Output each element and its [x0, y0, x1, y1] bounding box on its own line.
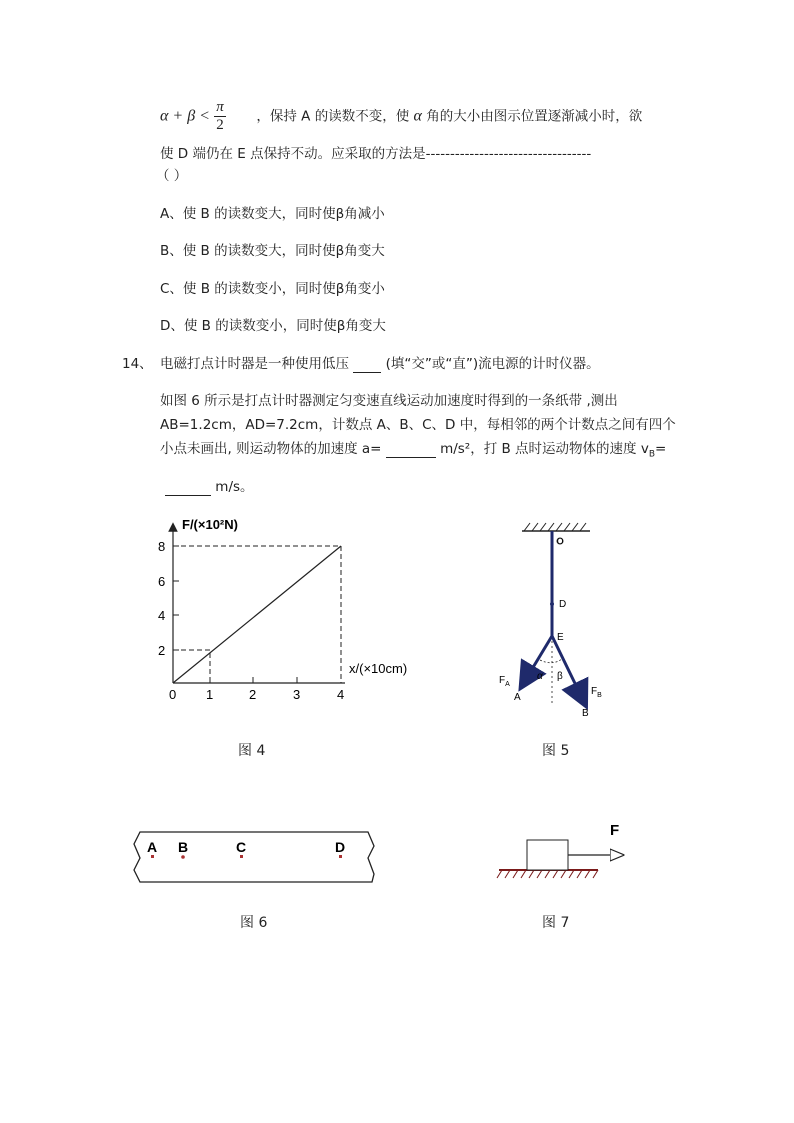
x-tick-1: 1	[206, 687, 214, 702]
math-alpha-beta: α + β <	[160, 107, 210, 125]
figure-7-diagram	[496, 818, 636, 886]
x-tick-0: 0	[169, 687, 177, 702]
q13-text-1: ，保持 A 的读数不变，使	[256, 108, 410, 125]
alpha-symbol: α	[413, 107, 422, 125]
svg-text:D: D	[559, 599, 567, 610]
q14-line5: m/s。	[165, 475, 254, 496]
figure-7-caption: 图 7	[542, 915, 570, 931]
f-x-line	[173, 546, 341, 683]
svg-text:A: A	[514, 692, 521, 703]
option-a[interactable]: A、使 B 的读数变大，同时使β角减小	[160, 206, 385, 222]
x-tick-3: 3	[293, 687, 301, 702]
x-tick-4: 4	[337, 687, 345, 702]
q14-number: 14、	[122, 356, 153, 372]
svg-text:O: O	[557, 537, 564, 546]
figure-4-graph	[140, 505, 440, 705]
blank-ac-dc[interactable]	[353, 356, 381, 373]
svg-text:E: E	[557, 632, 564, 643]
figure-5-diagram	[490, 518, 630, 723]
option-d[interactable]: D、使 B 的读数变小，同时使β角变大	[160, 318, 386, 334]
option-c[interactable]: C、使 B 的读数变小，同时使β角变小	[160, 281, 385, 297]
y-tick-2: 2	[158, 643, 166, 658]
svg-text:α: α	[537, 671, 543, 682]
q14-line1: 电磁打点计时器是一种使用低压 (填“交”或“直”)流电源的计时仪器。	[160, 356, 600, 372]
svg-text:FA: $F_A$	[499, 675, 510, 688]
force-label: F	[610, 822, 620, 839]
y-tick-6: 6	[158, 574, 166, 589]
x-tick-2: 2	[249, 687, 257, 702]
force-b-arrow	[552, 636, 584, 702]
svg-text:B: B	[582, 708, 589, 719]
figure-5-caption: 图 5	[542, 743, 570, 759]
figure-4-caption: 图 4	[238, 743, 266, 759]
blank-acceleration[interactable]	[386, 441, 436, 458]
q14-line2: 如图 6 所示是打点计时器测定匀变速直线运动加速度时得到的一条纸带 ,测出	[160, 393, 618, 409]
blank-velocity-b[interactable]	[165, 479, 211, 496]
block	[527, 840, 568, 870]
y-tick-4: 4	[158, 608, 166, 623]
svg-text:FB: $F_B$	[591, 686, 602, 699]
figure-6-caption: 图 6	[240, 915, 268, 931]
tape-point-b: B	[178, 839, 189, 855]
q13-answer-paren: （ ）	[156, 168, 188, 184]
tape-point-c: C	[236, 839, 247, 855]
q13-dashes: ----------------------------------	[425, 146, 592, 162]
figure-6-tape	[128, 826, 380, 888]
q13-text-1b: 角的大小由图示位置逐渐减小时，欲	[426, 108, 643, 125]
y-tick-8: 8	[158, 539, 166, 554]
q13-line2: 使 D 端仍在 E 点保持不动。应采取的方法是----------------------------------	[160, 146, 592, 162]
q14-line3: AB=1.2cm，AD=7.2cm，计数点 A、B、C、D 中，每相邻的两个计数点之间有四个	[160, 417, 676, 433]
svg-text:β: β	[557, 671, 563, 682]
tape-point-a: A	[147, 839, 158, 855]
y-axis-label: F/(×10²N)	[182, 517, 238, 532]
q13-line1	[160, 100, 642, 133]
pi-over-2-fraction: $\frac{\pi}{2}$	[216, 99, 224, 133]
option-b[interactable]: B、使 B 的读数变大，同时使β角变大	[160, 243, 385, 259]
q14-line4: 小点未画出, 则运动物体的加速度 a= m/s²，打 B 点时运动物体的速度 $v_B=$	[160, 441, 667, 460]
tape-point-d: D	[335, 839, 346, 855]
x-axis-label: x/(×10cm)	[349, 661, 408, 676]
